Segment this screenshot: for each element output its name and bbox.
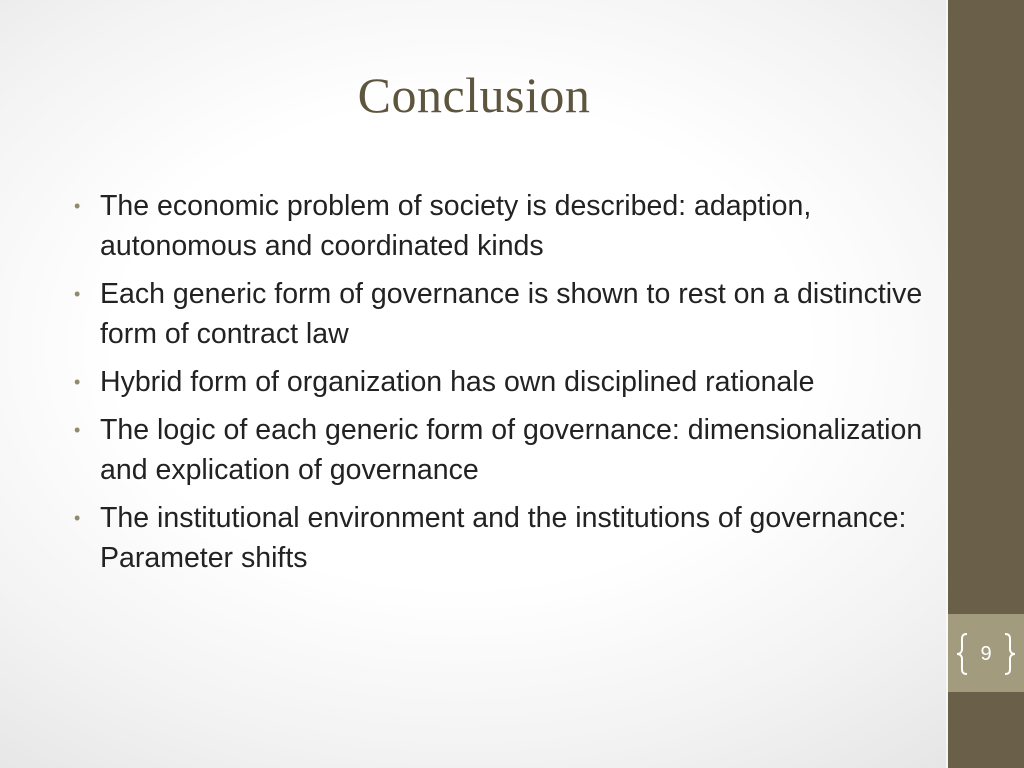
bullet-text: The economic problem of society is described: adaption, autonomous and coordinated kinds [100,190,812,262]
bullet-list [70,186,930,586]
bullet-item [70,186,930,266]
bullet-dot-icon: • [74,372,81,392]
bullet-dot-icon: • [74,196,81,216]
bullet-dot-icon: • [74,420,81,440]
bullet-dot-icon: • [74,284,81,304]
page-number: 9 [980,643,992,665]
bullet-text: Each generic form of governance is shown to rest on a distinctive form of contract law [100,278,923,350]
slide-title: Conclusion [357,67,591,123]
bullet-text: Hybrid form of organization has own disciplined rationale [100,366,815,398]
bullet-item [70,274,930,354]
bullet-text: The institutional environment and the institutions of governance: Parameter shifts [100,502,907,574]
bullet-text: The logic of each generic form of governance: dimensionalization and explication of governance [100,414,923,486]
bullet-item [70,410,930,490]
bullet-dot-icon: • [74,508,81,528]
bullet-item [70,362,930,402]
bullet-item [70,498,930,578]
